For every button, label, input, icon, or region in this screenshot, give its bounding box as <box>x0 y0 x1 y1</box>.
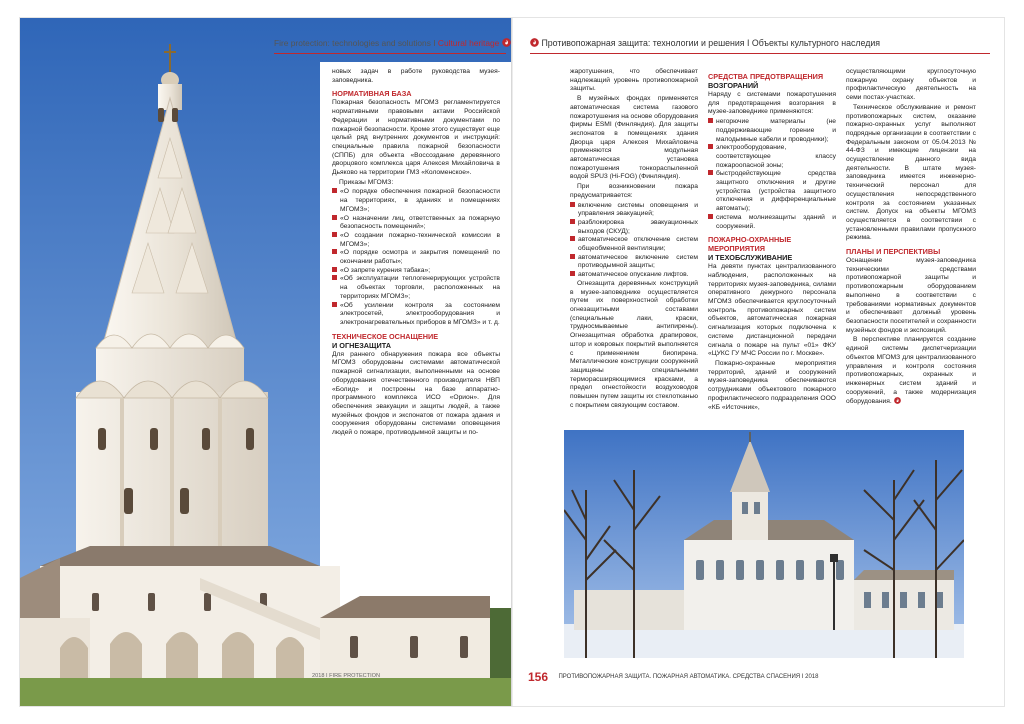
section-heading-line: ВОЗГОРАНИЙ <box>708 81 759 90</box>
paragraph-text: Пожарно-охранные мероприятия территорий, зданий и сооружений музея-заповедника обеспечиваются сотрудниками объектового пожарного профилактического подразделения ООО «КБ «Источник», <box>708 359 836 411</box>
bullet-square-icon <box>708 214 713 219</box>
bullet-square-icon <box>332 249 337 254</box>
section-heading-line: ПОЖАРНО-ОХРАННЫЕ <box>708 235 792 245</box>
bullet-item <box>332 232 500 249</box>
paragraph-text: Техническое обслуживание и ремонт противопожарных систем, оказание пожарно-охранных услуг выполняют подрядные организации в соответствии с Федеральным законом от 05.04.2013 № 44-ФЗ и имеющие лицензии на осуществление данного вида деятельности. В штате музея-заповедника имеется инженерно-технический персонал для осуществления непосредственного контроля за состоянием указанных систем. Допуск на объекты МГОМЗ осуществляется в соответствии с установленными правилами пропускного режима. <box>846 103 976 242</box>
bullet-text: «О запрете курения табака»; <box>340 266 431 274</box>
body-paragraph <box>846 257 976 335</box>
paragraph-text: Для раннего обнаружения пожара все объекты МГОМЗ оборудованы системами автоматической пожарной сигнализации, выполненными на основе оборудования отечественного производителя НВП «Болид» и построены на базе аппаратно-программного комплекса ИСО «Орион». Для обеспечения эвакуации и защиты людей, а также музейных фондов и экспонатов от пожара здания и сооружения оборудованы системами оповещения людей о пожаре, противодымной защиты и по- <box>332 350 500 437</box>
header-right-prefix: Противопожарная защита: технологии и решения <box>541 38 745 48</box>
bullet-text: «Об усилении контроля за состоянием электросетей, электрооборудования и электронагревательных приборов в МГОМЗ» и т. д. <box>340 301 500 326</box>
header-left-prefix: Fire protection: technologies and solutions <box>274 38 431 48</box>
bullet-item <box>708 118 836 144</box>
bullet-item <box>708 214 836 231</box>
body-paragraph <box>846 336 976 407</box>
winter-estate-photo <box>564 430 964 658</box>
bullet-text: система молниезащиты зданий и сооружений. <box>716 213 836 230</box>
bullet-square-icon <box>332 232 337 237</box>
flame-icon <box>502 38 511 47</box>
bullet-text: «О порядке осмотра и закрытия помещений по окончании работы»; <box>340 249 500 266</box>
bullet-square-icon <box>708 170 713 175</box>
paragraph-text: На девяти пунктах централизованного наблюдения, расположенных на территориях музея-заповедника, силами оперативного дежурного персонала МГОМЗ обеспечивается круглосуточный контроль противопожарных систем объектов, автоматическая пожарная сигнализация которых подключена к системе дистанционной передачи сигнала о пожаре на пульт «01» ФКУ «ЦУКС ГУ МЧС России по г. Москве». <box>708 263 836 358</box>
left-page <box>20 18 512 706</box>
body-paragraph <box>570 280 698 411</box>
section-heading-line: НОРМАТИВНАЯ БАЗА <box>332 89 412 99</box>
bullet-square-icon <box>332 188 337 193</box>
paragraph-text: В перспективе планируется создание единой системы диспетчеризации объектов МГОМЗ для централизованного управления и контроля состояния противопожарных, охранных и инженерных систем зданий и сооружений, а также модернизация оборудования. <box>846 336 976 406</box>
body-paragraph <box>708 263 836 359</box>
bullet-text: автоматическое опускание лифтов. <box>578 271 689 279</box>
body-paragraph <box>332 179 500 188</box>
magazine-spread <box>20 18 1004 706</box>
bullet-text: включение системы оповещения и управления эвакуацией; <box>578 201 698 218</box>
bullet-text: «О назначении лиц, ответственных за пожарную безопасность помещений»; <box>340 214 500 231</box>
bullet-item <box>708 144 836 170</box>
header-right <box>530 38 1000 52</box>
section-heading <box>332 89 500 98</box>
bullet-text: «О порядке обеспечения пожарной безопасности на территориях, в зданиях и помещениях МГОМЗ»; <box>340 188 500 213</box>
page-number: 156 <box>528 669 549 684</box>
footer-left: 2018 I FIRE PROTECTION <box>312 673 381 679</box>
paragraph-text: Оснащение музея-заповедника техническими средствами противопожарной защиты и противопожарным оборудованием выполнено в соответствии с требованиями нормативных документов и обеспечивает должный уровень безопасности посетителей и сохранности музейных фондов и экспозиций. <box>846 257 976 334</box>
bullet-item <box>570 202 698 219</box>
right-page <box>512 18 1004 706</box>
bullet-item <box>570 219 698 236</box>
header-right-rule <box>530 53 990 54</box>
bullet-item <box>570 271 698 280</box>
body-paragraph <box>570 68 698 94</box>
body-paragraph <box>570 183 698 200</box>
footer-title: ПРОТИВОПОЖАРНАЯ ЗАЩИТА. ПОЖАРНАЯ АВТОМАТИКА. СРЕДСТВА СПАСЕНИЯ I 2018 <box>558 673 819 680</box>
body-paragraph <box>846 104 976 243</box>
bullet-text: электрооборудование, соответствующее классу пожароопасной зоны; <box>716 144 836 169</box>
header-right-separator: I <box>744 38 752 48</box>
bullet-square-icon <box>570 202 575 207</box>
bullet-square-icon <box>570 271 575 276</box>
header-left <box>274 38 506 52</box>
body-paragraph <box>332 99 500 177</box>
section-heading-line: СРЕДСТВА ПРЕДОТВРАЩЕНИЯ <box>708 72 824 81</box>
section-heading-line: И ОГНЕЗАЩИТА <box>332 340 392 350</box>
bullet-text: «Об эксплуатации теплогенерирующих устройств на объектах торговли, расположенных на территориях МГОМЗ»; <box>340 275 500 300</box>
bullet-text: автоматическое включение систем противодымной защиты; <box>578 253 698 270</box>
bullet-square-icon <box>332 215 337 220</box>
body-paragraph <box>846 68 976 103</box>
section-heading-line: ПЛАНЫ И ПЕРСПЕКТИВЫ <box>846 247 941 257</box>
footer-right <box>528 668 988 682</box>
header-left-rule <box>274 53 506 54</box>
bullet-square-icon <box>332 267 337 272</box>
section-heading <box>332 332 500 350</box>
paragraph-text: Наряду с системами пожаротушения для предотвращения возгорания в музее-заповеднике применяются: <box>708 91 836 116</box>
section-heading-line: МЕРОПРИЯТИЯ <box>708 244 765 254</box>
section-heading-line: ТЕХНИЧЕСКОЕ ОСНАЩЕНИЕ <box>332 331 439 341</box>
header-left-separator: I <box>430 38 438 48</box>
flame-icon <box>530 38 539 47</box>
bullet-text: быстродействующие средства защитного отключения и другие устройства (устройства защитного отключения и дифференциальные автоматы); <box>716 170 836 213</box>
bullet-text: «О создании пожарно-технической комиссии в МГОМЗ»; <box>340 231 500 248</box>
body-paragraph <box>708 360 836 412</box>
bullet-item <box>708 170 836 214</box>
right-text-column-2 <box>708 68 836 413</box>
paragraph-text: жаротушения, что обеспечивает надлежащий уровень противопожарной защиты. <box>570 68 698 93</box>
body-paragraph <box>708 91 836 117</box>
paragraph-text: При возникновении пожара предусматривается: <box>570 183 698 199</box>
body-paragraph <box>570 95 698 182</box>
body-paragraph <box>332 68 500 85</box>
bullet-item <box>332 302 500 328</box>
right-text-column-1 <box>570 68 698 411</box>
bullet-text: негорючие материалы (не поддерживающие горение и малодымные кабели и проводники); <box>716 118 836 143</box>
bullet-square-icon <box>708 144 713 149</box>
bullet-item <box>570 236 698 253</box>
header-left-section: Cultural heritage <box>437 38 500 48</box>
section-heading <box>846 247 976 256</box>
bullet-square-icon <box>332 275 337 280</box>
left-page-text-column <box>332 68 500 439</box>
paragraph-text: В музейных фондах применяется автоматическая система газового пожаротушения на основе оборудования фирмы ESMI (Финляндия). Для защиты экспонатов в помещениях здания Дворца царя Алексея Михайловича применяются модульная автоматическая установка пожаротушения тонкораспыленной водой SPU3 (Hi-FOG) (Финляндия). <box>570 95 698 181</box>
bullet-square-icon <box>570 219 575 224</box>
right-text-column-3 <box>846 68 976 408</box>
paragraph-text: осуществляющими круглосуточную пожарную охрану объектов и профилактическую деятельность на семи постах-участках. <box>846 68 976 102</box>
bullet-item <box>332 215 500 232</box>
bullet-text: разблокировка эвакуационных выходов (СКУД); <box>578 218 698 235</box>
bullet-text: автоматическое отключение систем общеобменной вентиляции; <box>578 236 698 253</box>
header-right-section: Объекты культурного наследия <box>751 38 881 48</box>
section-heading <box>708 235 836 262</box>
paragraph-text: Пожарная безопасность МГОМЗ регламентируется нормативными правовыми актами Российской Федерации и нормативными документами по пожарной безопасности. Кроме этого существует еще целый ряд внутренних документов и инструкций: специальные правила пожарной безопасности (СППБ) для объекта «Воссоздание деревянного дворцового комплекса царя Алексея Михайловича в Дьяково на территории ГМЗ «Коломенское». <box>332 99 500 177</box>
paragraph-text: Огнезащита деревянных конструкций в музее-заповеднике осуществляется путем их поверхностной обработки огнезащитными составами (специальные лаки, краски, трудносмываемые антипирены). Огнезащитная обработка драпировок, штор и ковровых покрытий выполняется с применением биопирена. Металлические конструкции сооружений защищены специальными терморасширяющимися красками, а предел огнестойкости воздуховодов повышен путем защиты их стеклотканью с покрытием связующим составом. <box>570 279 698 409</box>
bullet-item <box>332 188 500 214</box>
bullet-square-icon <box>570 236 575 241</box>
paragraph-text: новых задач в работе руководства музея-заповедника. <box>332 68 500 84</box>
paragraph-text: Приказы МГОМЗ: <box>339 178 394 186</box>
bullet-item <box>332 249 500 266</box>
bullet-item <box>570 254 698 271</box>
bullet-square-icon <box>570 254 575 259</box>
section-heading <box>708 72 836 90</box>
body-paragraph <box>332 351 500 438</box>
bullet-square-icon <box>708 118 713 123</box>
section-heading-line: И ТЕХОБСЛУЖИВАНИЕ <box>708 253 793 263</box>
bullet-item <box>332 275 500 301</box>
flame-end-icon <box>894 397 901 404</box>
bullet-square-icon <box>332 302 337 307</box>
